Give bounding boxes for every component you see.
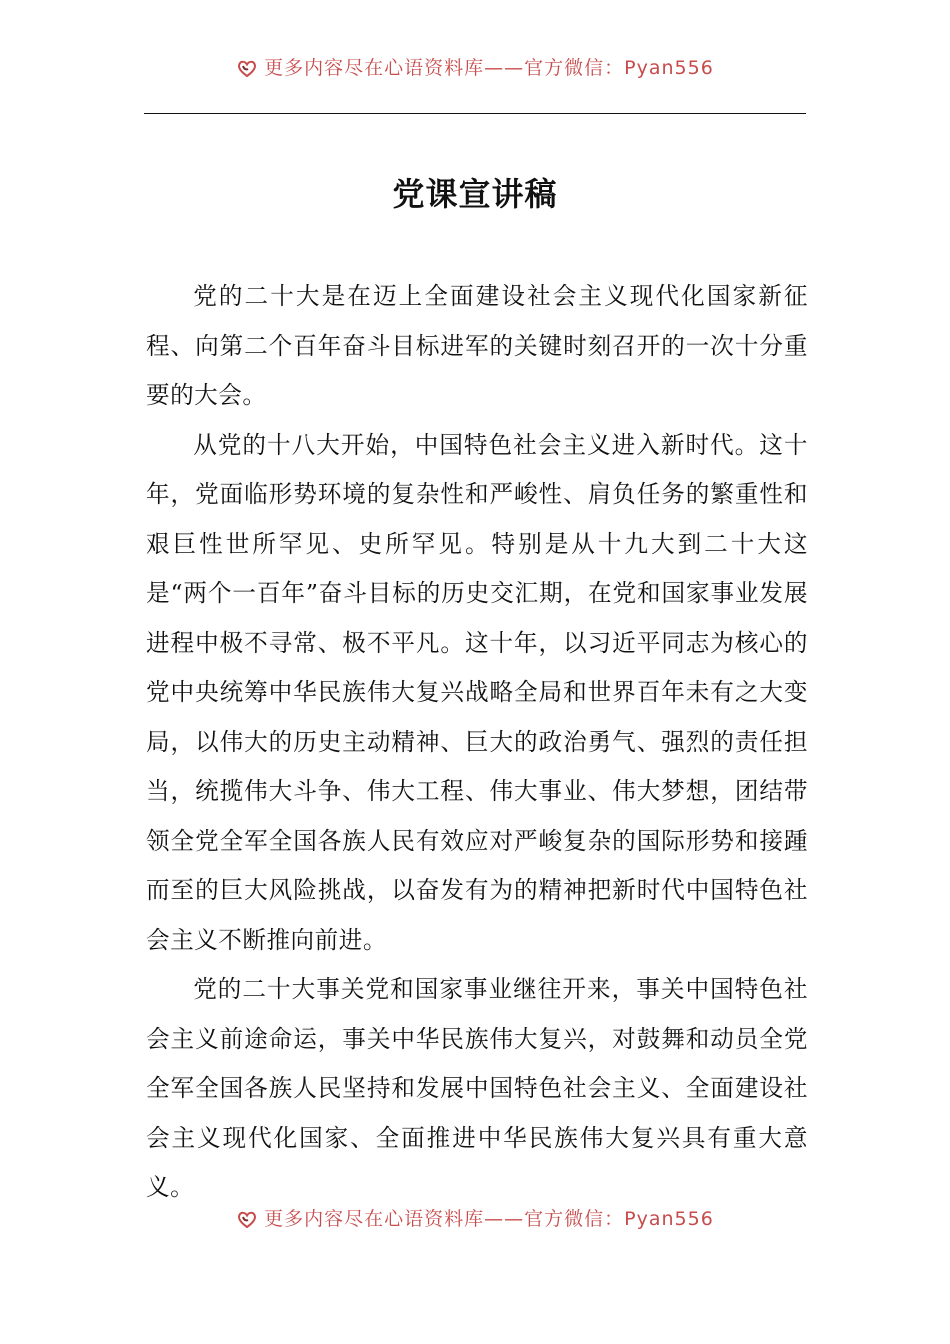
page-title: 党课宣讲稿 bbox=[392, 175, 558, 213]
header-watermark bbox=[0, 57, 950, 79]
watermark-text: 更多内容尽在心语资料库——官方微信：Pyan556 bbox=[264, 57, 714, 79]
heart-logo-icon bbox=[236, 1208, 258, 1230]
heart-logo-icon bbox=[236, 57, 258, 79]
document-body bbox=[146, 272, 808, 1213]
header-divider bbox=[144, 113, 806, 114]
footer-watermark bbox=[0, 1208, 950, 1230]
paragraph: 从党的十八大开始，中国特色社会主义进入新时代。这十年，党面临形势环境的复杂性和严峻性、肩负任务的繁重性和艰巨性世所罕见、史所罕见。特别是从十九大到二十大这是“两个一百年”奋斗目标的历史交汇期，在党和国家事业发展进程中极不寻常、极不平凡。这十年，以习近平同志为核心的党中央统筹中华民族伟大复兴战略全局和世界百年未有之大变局，以伟大的历史主动精神、巨大的政治勇气、强烈的责任担当，统揽伟大斗争、伟大工程、伟大事业、伟大梦想，团结带领全党全军全国各族人民有效应对严峻复杂的国际形势和接踵而至的巨大风险挑战，以奋发有为的精神把新时代中国特色社会主义不断推向前进。 bbox=[146, 430, 808, 954]
paragraph: 党的二十大事关党和国家事业继往开来，事关中国特色社会主义前途命运，事关中华民族伟大复兴，对鼓舞和动员全党全军全国各族人民坚持和发展中国特色社会主义、全面建设社会主义现代化国家、全面推进中华民族伟大复兴具有重大意义。 bbox=[146, 975, 808, 1201]
watermark-text: 更多内容尽在心语资料库——官方微信：Pyan556 bbox=[264, 1208, 714, 1230]
paragraph: 党的二十大是在迈上全面建设社会主义现代化国家新征程、向第二个百年奋斗目标进军的关键时刻召开的一次十分重要的大会。 bbox=[146, 282, 808, 409]
